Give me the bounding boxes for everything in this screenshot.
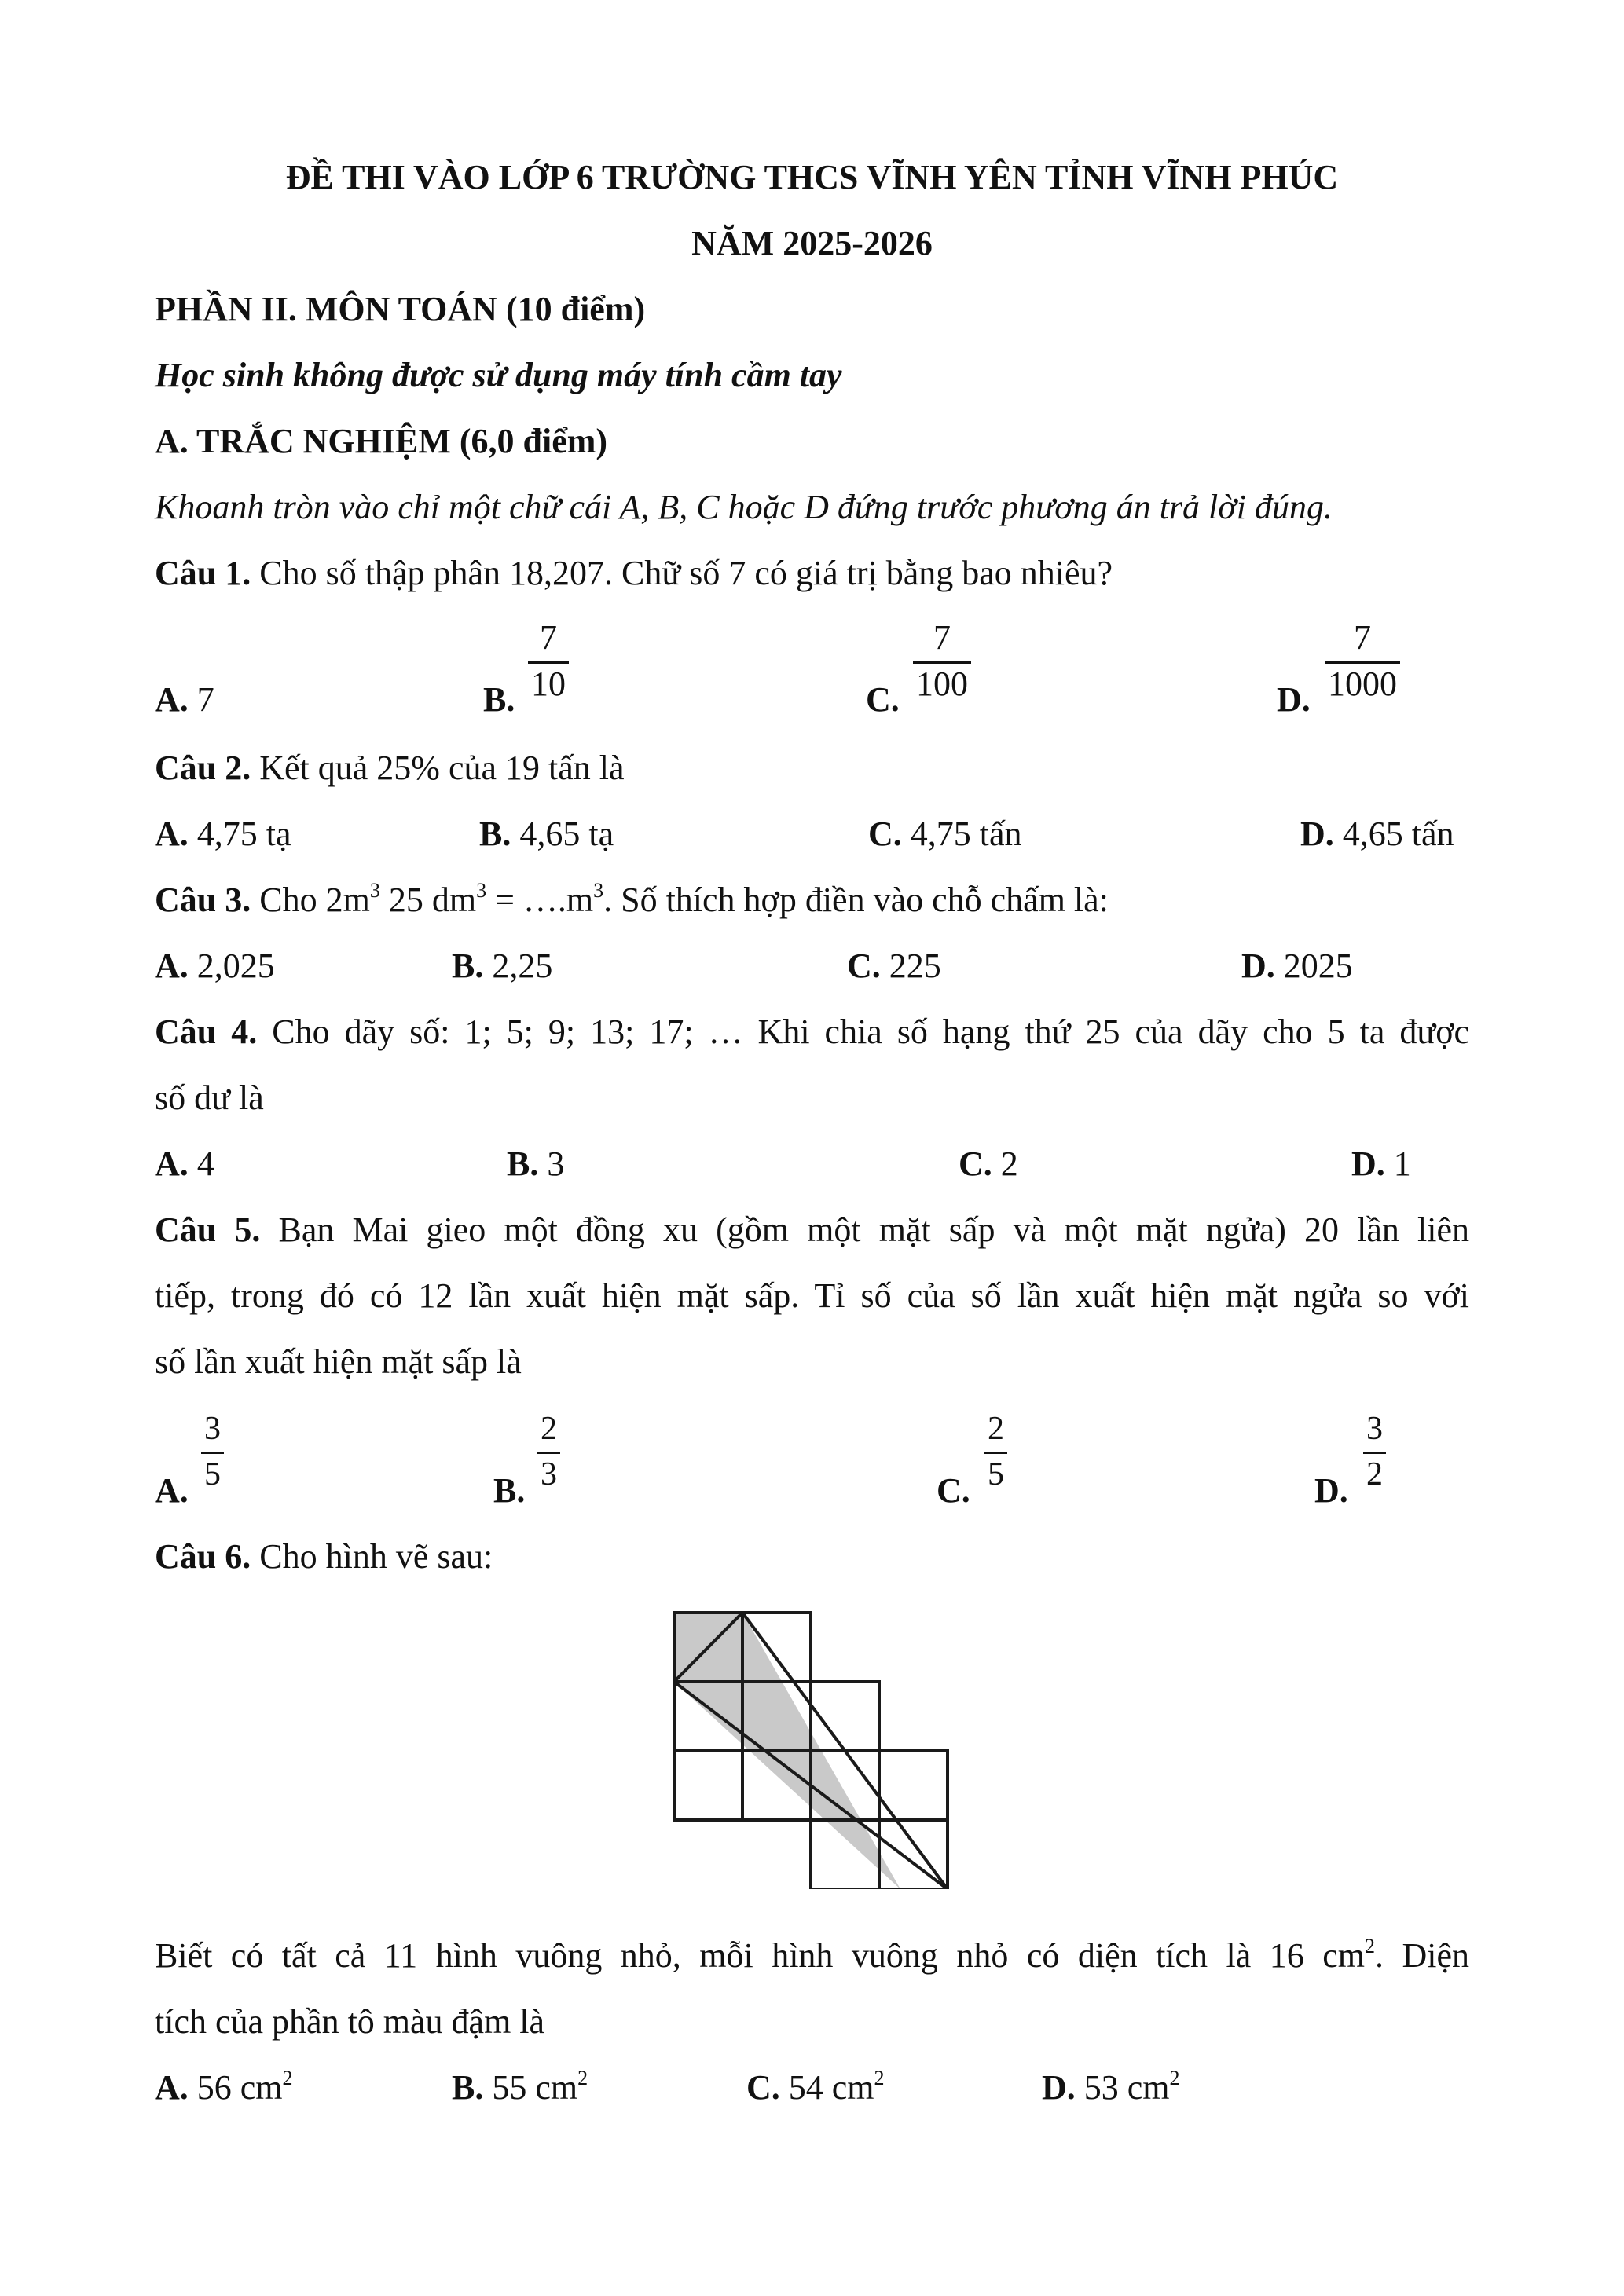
q4-option-b[interactable] (507, 1144, 564, 1184)
question-6-line-2 (155, 1935, 1469, 1976)
question-text: = ….m (486, 881, 594, 919)
option-value: 4,65 tạ (511, 815, 614, 853)
numerator: 2 (541, 1411, 557, 1447)
question-label: Câu 3. (155, 881, 251, 919)
question-label: Câu 2. (155, 749, 251, 787)
option-value: 3 (538, 1144, 565, 1183)
denominator: 2 (1366, 1456, 1383, 1492)
q1-option-b-fraction (528, 619, 569, 701)
superscript: 2 (577, 2067, 588, 2089)
denominator: 5 (988, 1456, 1004, 1492)
grid-figure (668, 1606, 959, 1889)
numerator: 7 (540, 618, 557, 657)
unit: cm (1127, 2068, 1170, 2107)
numerator: 7 (933, 618, 951, 657)
superscript: 2 (282, 2067, 293, 2089)
question-1 (155, 553, 1113, 593)
question-text: Cho hình vẽ sau: (251, 1537, 493, 1576)
question-5-line-3: số lần xuất hiện mặt sấp là (155, 1342, 522, 1381)
option-letter: D. (1241, 947, 1275, 985)
option-value: 2025 (1274, 947, 1353, 985)
option-value: 2,25 (483, 947, 553, 985)
q6-option-d[interactable] (1042, 2067, 1180, 2107)
section-a-heading: A. TRẮC NGHIỆM (6,0 điểm) (155, 422, 608, 460)
q6-option-b[interactable] (452, 2067, 588, 2107)
q4-option-d[interactable] (1351, 1144, 1411, 1184)
question-text: Biết có tất cả 11 hình vuông nhỏ, mỗi hình vuông nhỏ có diện tích là 16 cm (155, 1936, 1365, 1975)
q5-option-b-fraction (537, 1410, 560, 1492)
superscript: 2 (874, 2067, 885, 2089)
q5-option-b[interactable]: B. (493, 1471, 526, 1510)
q1-option-a[interactable] (155, 679, 214, 720)
q4-option-c[interactable] (959, 1144, 1018, 1184)
option-letter: C. (847, 947, 881, 985)
superscript: 2 (1365, 1935, 1375, 1957)
option-value: 53 (1075, 2068, 1127, 2107)
q5-option-c-fraction (984, 1410, 1007, 1492)
option-value: 4,65 tấn (1333, 815, 1454, 853)
fraction-bar (984, 1452, 1007, 1454)
q3-option-d[interactable] (1241, 946, 1353, 986)
q1-option-c-fraction (913, 619, 971, 701)
question-2 (155, 748, 625, 788)
question-text: Cho dãy số: 1; 5; 9; 13; 17; … Khi chia số hạng thứ 25 của dãy cho 5 ta được (257, 1013, 1470, 1051)
q5-option-d-fraction (1363, 1410, 1386, 1492)
fraction-bar (528, 661, 569, 664)
q6-option-c[interactable] (746, 2067, 885, 2107)
option-letter: C. (746, 2068, 780, 2107)
fraction-bar (537, 1452, 560, 1454)
q2-option-b[interactable] (479, 814, 614, 854)
question-3 (155, 880, 1109, 920)
question-text: . Số thích hợp điền vào chỗ chấm là: (603, 881, 1109, 919)
q3-option-b[interactable] (452, 946, 552, 986)
exam-title: ĐỀ THI VÀO LỚP 6 TRƯỜNG THCS VĨNH YÊN TỈNH VĨNH PHÚC (285, 158, 1339, 196)
denominator: 5 (204, 1456, 221, 1492)
question-text: Cho 2m (251, 881, 370, 919)
option-value: 7 (188, 680, 214, 719)
option-letter: C. (959, 1144, 992, 1183)
option-letter: A. (155, 680, 189, 719)
option-letter: B. (452, 947, 484, 985)
option-value: 225 (880, 947, 941, 985)
option-value: 2,025 (188, 947, 275, 985)
option-letter: D. (1042, 2068, 1076, 2107)
fraction-bar (1363, 1452, 1386, 1454)
superscript: 3 (369, 879, 380, 902)
unit: cm (831, 2068, 874, 2107)
q6-option-a[interactable] (155, 2067, 293, 2107)
question-label: Câu 4. (155, 1013, 258, 1051)
fraction-bar (1325, 661, 1400, 664)
unit: cm (535, 2068, 578, 2107)
fraction-bar (201, 1452, 224, 1454)
grid-square (674, 1751, 742, 1820)
exam-year: NĂM 2025-2026 (691, 224, 933, 262)
denominator: 1000 (1328, 665, 1397, 703)
superscript: 2 (1169, 2067, 1180, 2089)
option-value: 4 (188, 1144, 214, 1183)
option-letter: C. (868, 815, 902, 853)
question-6-line-3: tích của phần tô màu đậm là (155, 2002, 545, 2041)
numerator: 3 (1366, 1411, 1383, 1447)
q3-option-c[interactable] (847, 946, 941, 986)
question-6 (155, 1536, 493, 1576)
q4-option-a[interactable] (155, 1144, 214, 1184)
question-5-line-1 (155, 1210, 1469, 1250)
option-letter: A. (155, 947, 189, 985)
q1-option-b[interactable]: B. (483, 680, 515, 719)
question-label: Câu 5. (155, 1210, 261, 1249)
q2-option-c[interactable] (868, 814, 1022, 854)
question-4-line-2: số dư là (155, 1078, 264, 1117)
instruction: Khoanh tròn vào chỉ một chữ cái A, B, C hoặc D đứng trước phương án trả lời đúng. (155, 488, 1333, 526)
calculator-note: Học sinh không được sử dụng máy tính cầm tay (155, 356, 842, 394)
option-value: 55 (483, 2068, 536, 2107)
option-value: 2 (992, 1144, 1018, 1183)
question-text: Kết quả 25% của 19 tấn là (251, 749, 625, 787)
q1-option-d[interactable]: D. (1277, 680, 1311, 719)
question-5-line-2: tiếp, trong đó có 12 lần xuất hiện mặt sấp. Tỉ số của số lần xuất hiện mặt ngửa so với (155, 1276, 1469, 1315)
option-value: 4,75 tấn (901, 815, 1022, 853)
option-letter: A. (155, 2068, 189, 2107)
question-label: Câu 6. (155, 1537, 251, 1576)
question-label: Câu 1. (155, 554, 251, 592)
q1-option-c[interactable]: C. (866, 680, 900, 719)
option-letter: D. (1300, 815, 1334, 853)
denominator: 100 (916, 665, 968, 703)
option-letter: B. (452, 2068, 484, 2107)
option-value: 1 (1384, 1144, 1411, 1183)
denominator: 3 (541, 1456, 557, 1492)
option-letter: A. (155, 815, 189, 853)
q1-option-d-fraction (1325, 619, 1400, 701)
q5-option-a[interactable]: A. (155, 1471, 189, 1510)
option-letter: D. (1351, 1144, 1385, 1183)
option-letter: B. (507, 1144, 539, 1183)
question-text: . Diện (1375, 1936, 1470, 1975)
question-text: Bạn Mai gieo một đồng xu (gồm một mặt sấp và một mặt ngửa) 20 lần liên (260, 1210, 1469, 1249)
unit: cm (240, 2068, 283, 2107)
numerator: 3 (204, 1411, 221, 1447)
option-value: 56 (188, 2068, 240, 2107)
option-value: 4,75 tạ (188, 815, 291, 853)
question-text: Cho số thập phân 18,207. Chữ số 7 có giá trị bằng bao nhiêu? (251, 554, 1113, 592)
superscript: 3 (593, 879, 604, 902)
option-value: 54 (779, 2068, 832, 2107)
numerator: 7 (1354, 618, 1371, 657)
question-4-line-1 (155, 1012, 1469, 1052)
fraction-bar (913, 661, 971, 664)
numerator: 2 (988, 1411, 1004, 1447)
question-text: 25 dm (379, 881, 477, 919)
option-letter: A. (155, 1144, 189, 1183)
q5-option-d[interactable]: D. (1314, 1471, 1348, 1510)
option-letter: B. (479, 815, 511, 853)
superscript: 3 (476, 879, 487, 902)
q2-option-a[interactable] (155, 814, 291, 854)
part-heading: PHẦN II. MÔN TOÁN (10 điểm) (155, 290, 646, 328)
q2-option-d[interactable] (1300, 814, 1454, 854)
q5-option-c[interactable]: C. (937, 1471, 970, 1510)
q3-option-a[interactable] (155, 946, 275, 986)
denominator: 10 (531, 665, 566, 703)
q5-option-a-fraction (201, 1410, 224, 1492)
